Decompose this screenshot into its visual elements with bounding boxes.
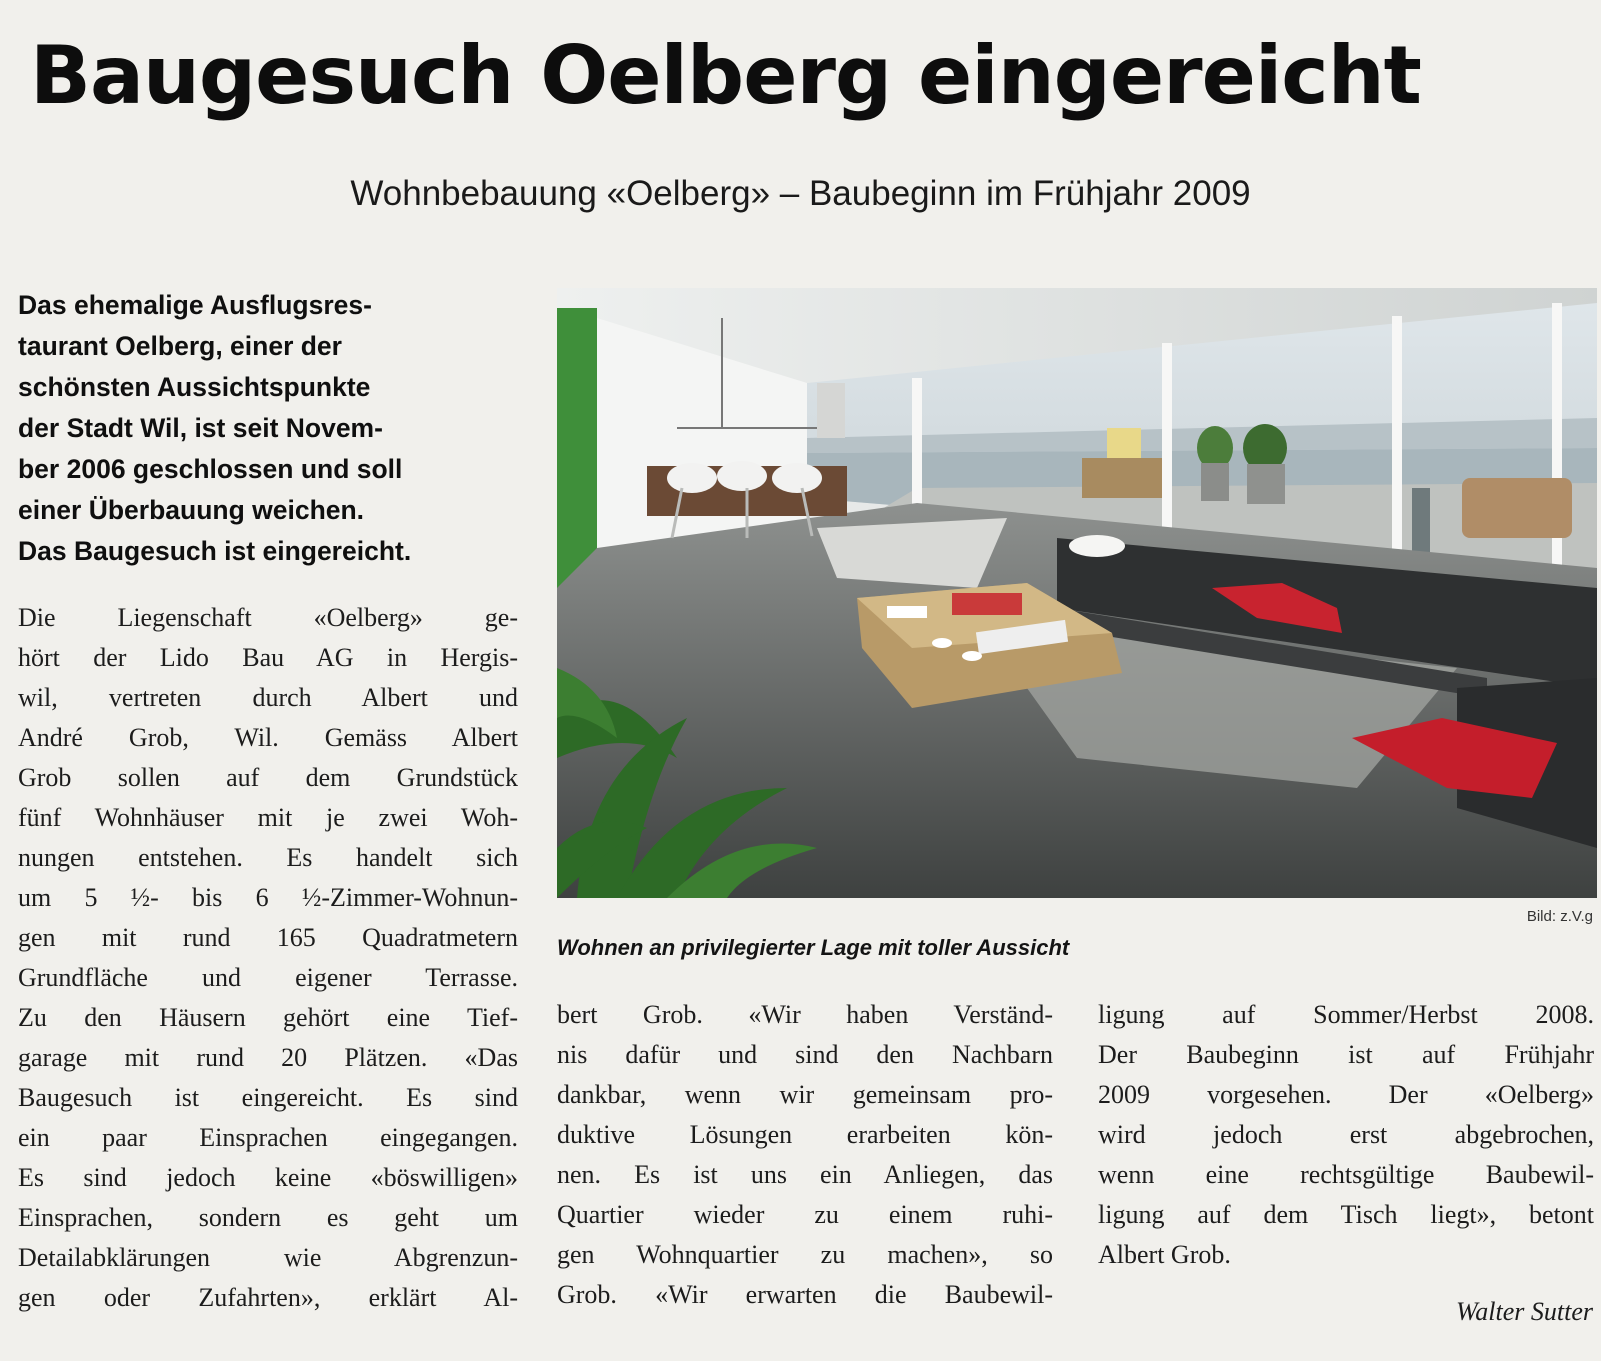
text-line: Grundfläche und eigener Terrasse. — [18, 963, 518, 992]
lead-line: ber 2006 geschlossen und soll — [18, 454, 403, 484]
text-line: Baugesuch ist eingereicht. Es sind — [18, 1083, 518, 1112]
text-line: gen oder Zufahrten», erklärt Al- — [18, 1283, 518, 1312]
body-column-3 — [1098, 995, 1594, 1275]
text-line: Einsprachen, sondern es geht um — [18, 1203, 518, 1232]
text-line: ligung auf Sommer/Herbst 2008. — [1098, 1000, 1594, 1029]
text-line: garage mit rund 20 Plätzen. «Das — [18, 1043, 518, 1072]
lead-line: Das ehemalige Ausflugsres- — [18, 290, 372, 320]
lead-line: schönsten Aussichtspunkte — [18, 372, 371, 402]
text-line: wil, vertreten durch Albert und — [18, 683, 518, 712]
text-line: Detailabklärungen wie Abgrenzun- — [18, 1243, 518, 1272]
living-room-illustration — [557, 288, 1597, 898]
text-line: bert Grob. «Wir haben Verständ- — [557, 1000, 1053, 1029]
text-line: wenn eine rechtsgültige Baubewil- — [1098, 1160, 1594, 1189]
photo-caption: Wohnen an privilegierter Lage mit toller Aussicht — [557, 935, 1070, 960]
white-cushion — [1069, 535, 1125, 557]
text-line: André Grob, Wil. Gemäss Albert — [18, 723, 518, 752]
text-line: Albert Grob. — [1098, 1240, 1231, 1269]
text-line: um 5 ½- bis 6 ½-Zimmer-Wohnun- — [18, 883, 518, 912]
body-column-2 — [557, 995, 1053, 1315]
text-line: duktive Lösungen erarbeiten kön- — [557, 1120, 1053, 1149]
text-line: ligung auf dem Tisch liegt», betont — [1098, 1200, 1594, 1229]
text-line: fünf Wohnhäuser mit je zwei Woh- — [18, 803, 518, 832]
text-line: Zu den Häusern gehört eine Tief- — [18, 1003, 518, 1032]
text-line: dankbar, wenn wir gemeinsam pro- — [557, 1080, 1053, 1109]
text-line: 2009 vorgesehen. Der «Oelberg» — [1098, 1080, 1594, 1109]
text-line: nen. Es ist uns ein Anliegen, das — [557, 1160, 1053, 1189]
headline: Baugesuch Oelberg eingereicht — [30, 29, 1421, 122]
body-column-1 — [18, 598, 518, 1318]
text-line: Der Baubeginn ist auf Frühjahr — [1098, 1040, 1594, 1069]
text-line: Die Liegenschaft «Oelberg» ge- — [18, 603, 518, 632]
lead-line: der Stadt Wil, ist seit Novem- — [18, 413, 383, 443]
text-line: gen Wohnquartier zu machen», so — [557, 1240, 1053, 1269]
lead-line: taurant Oelberg, einer der — [18, 331, 342, 361]
text-line: nungen entstehen. Es handelt sich — [18, 843, 518, 872]
text-line: wird jedoch erst abgebrochen, — [1098, 1120, 1594, 1149]
text-line: Quartier wieder zu einem ruhi- — [557, 1200, 1053, 1229]
text-line: Grob. «Wir erwarten die Baubewil- — [557, 1280, 1053, 1309]
photo-credit: Bild: z.V.g — [1526, 908, 1593, 925]
text-line: Es sind jedoch keine «böswilligen» — [18, 1163, 518, 1192]
subheadline: Wohnbebauung «Oelberg» – Baubeginn im Frühjahr 2009 — [350, 174, 1251, 213]
text-line: gen mit rund 165 Quadratmetern — [18, 923, 518, 952]
text-line: Grob sollen auf dem Grundstück — [18, 763, 518, 792]
lead-paragraph — [18, 285, 518, 572]
author-byline: Walter Sutter — [1456, 1297, 1593, 1326]
lead-line: einer Überbauung weichen. — [18, 495, 365, 525]
lead-line: Das Baugesuch ist eingereicht. — [18, 536, 412, 566]
text-line: hört der Lido Bau AG in Hergis- — [18, 643, 518, 672]
text-line: ein paar Einsprachen eingegangen. — [18, 1123, 518, 1152]
article-photo — [557, 288, 1597, 898]
text-line: nis dafür und sind den Nachbarn — [557, 1040, 1053, 1069]
